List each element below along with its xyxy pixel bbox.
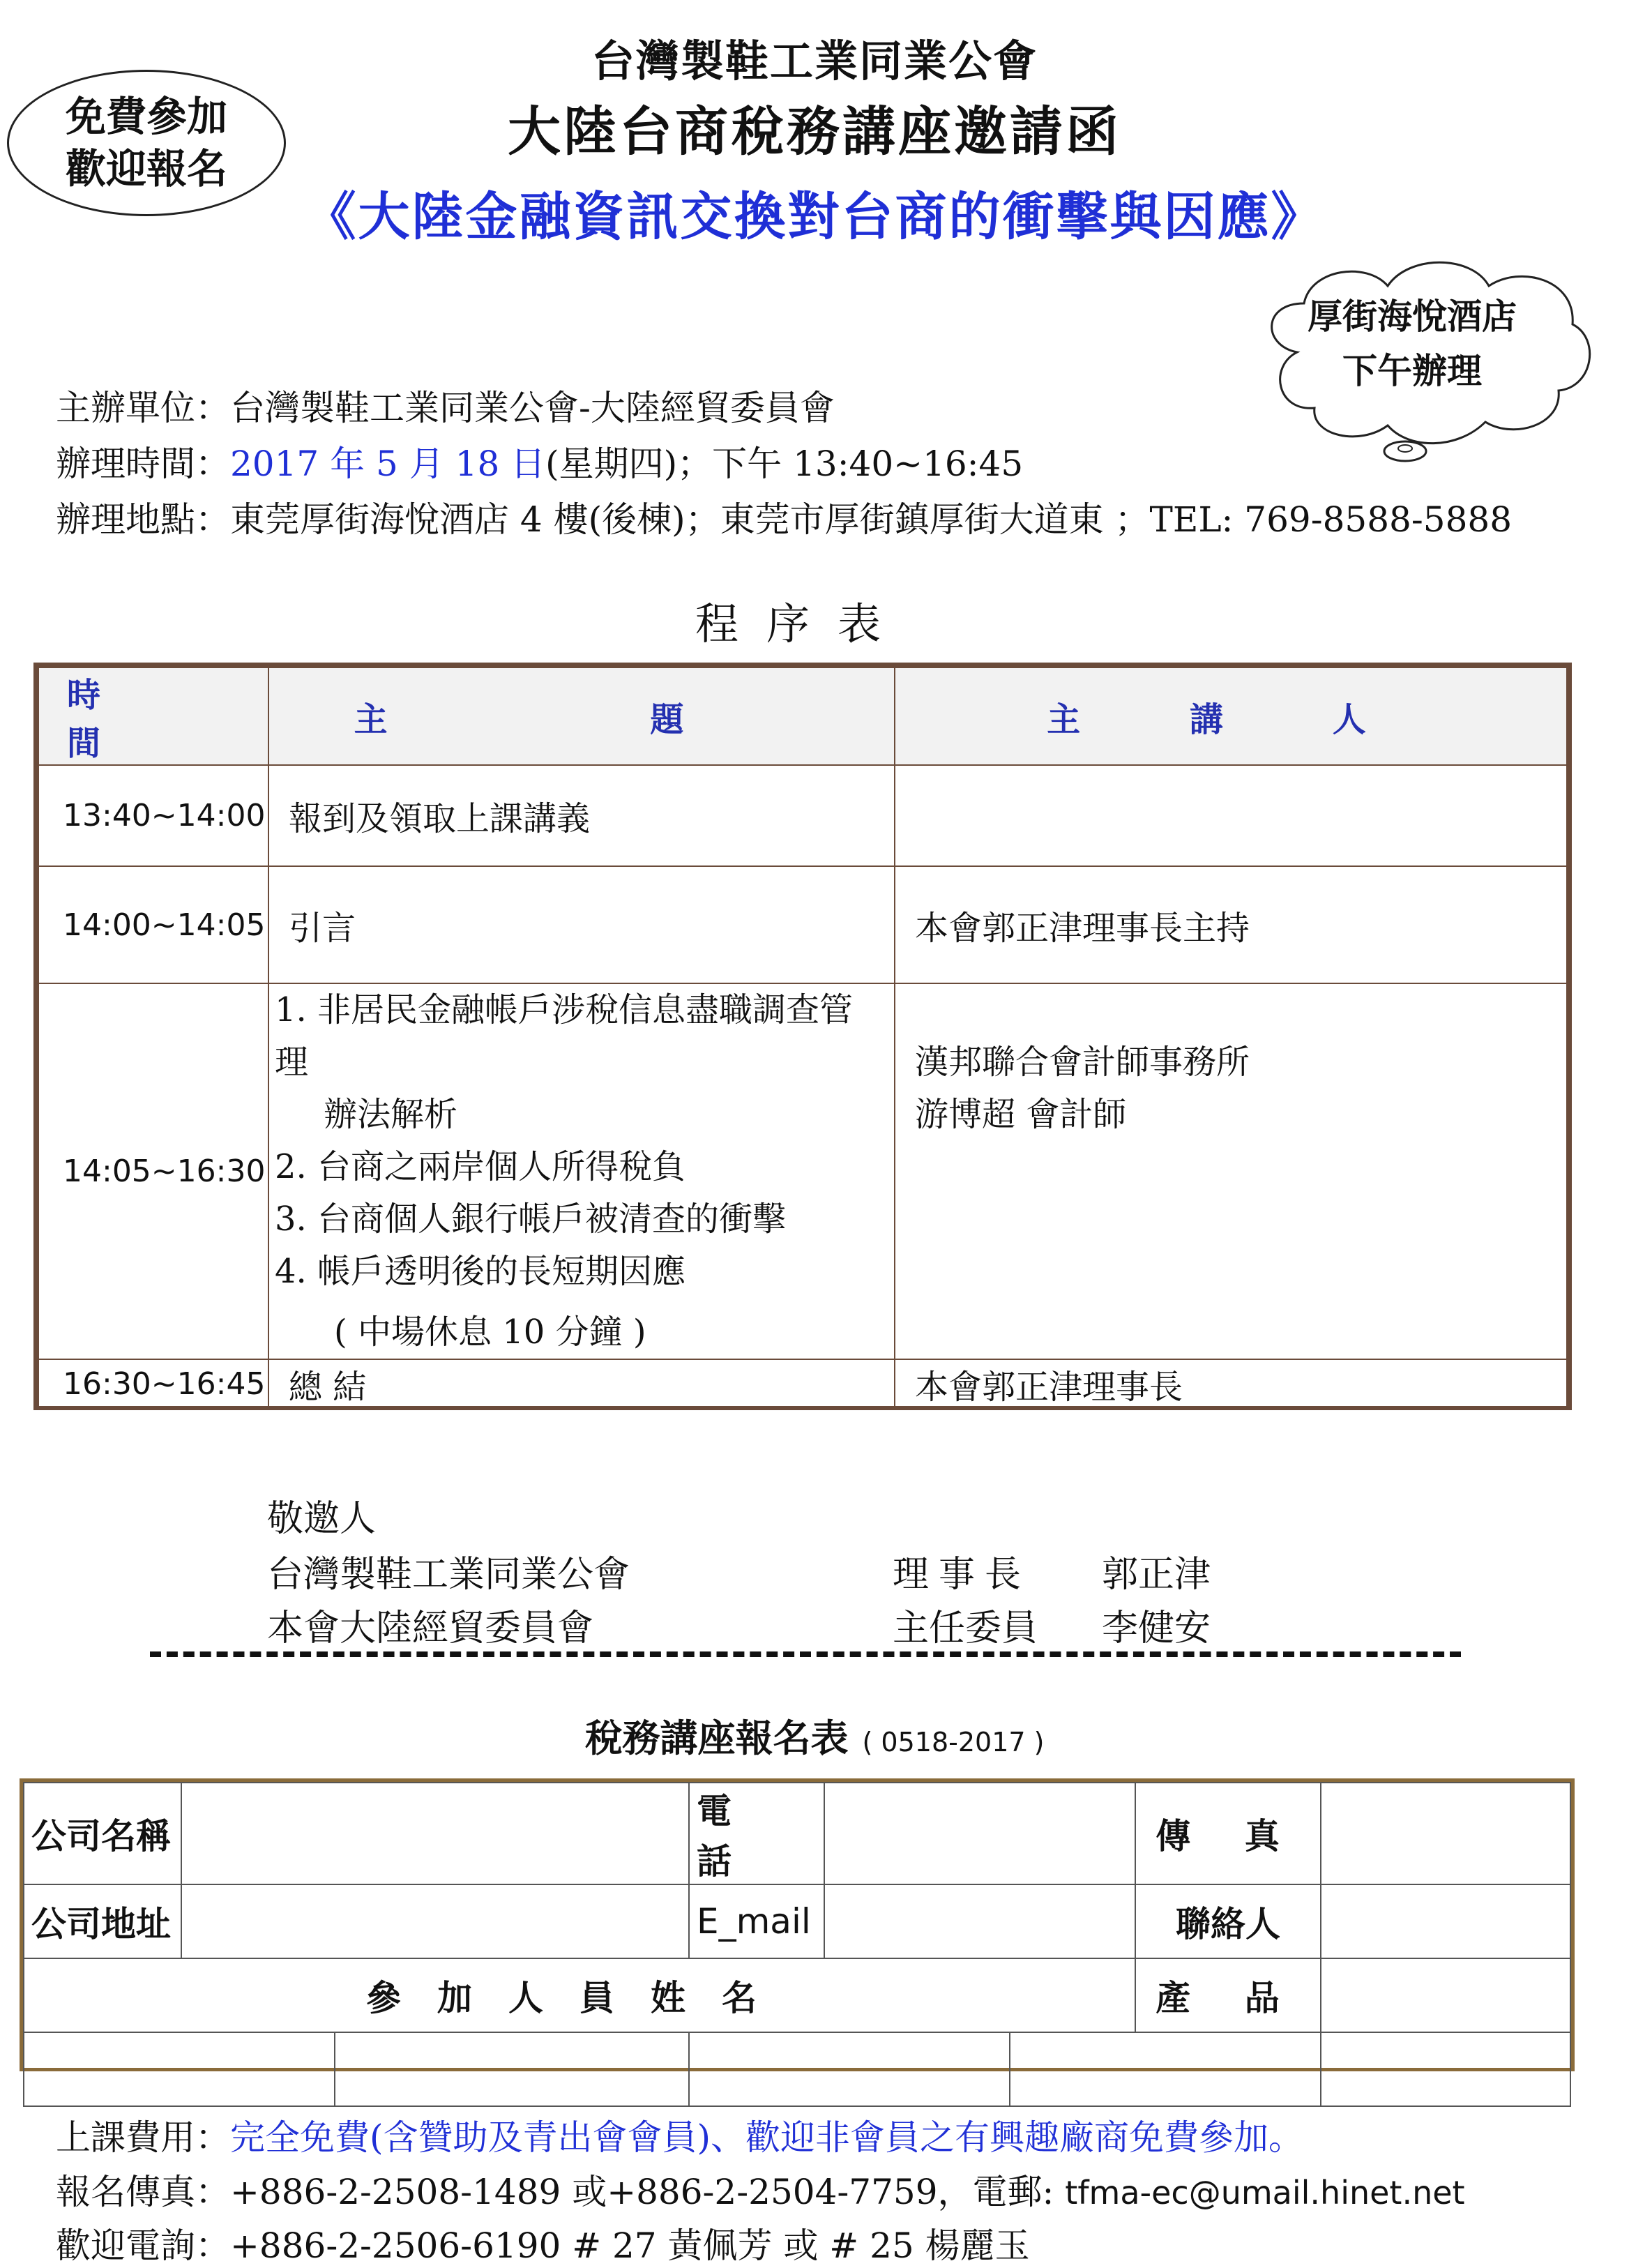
row-time: 16:30~16:45 [38, 1359, 268, 1409]
form-row [24, 1884, 1570, 1958]
form-row [24, 2032, 1570, 2106]
row-time: 14:05~16:30 [38, 983, 268, 1359]
seminar-topic: 《大陸金融資訊交換對台商的衝擊與因應》 [304, 187, 1325, 247]
row-speaker [895, 765, 1567, 866]
host-info [56, 380, 835, 430]
registration-code: ( 0518-2017 ) [862, 1727, 1045, 1757]
place-value: 東莞厚街海悅酒店 4 樓(後棟)；東莞市厚街鎮厚街大道東 ；TEL: 769-8588-5888 [230, 499, 1513, 540]
participants-label: 參加人員姓名 [24, 1958, 1135, 2032]
time-label: 辦理時間： [56, 444, 230, 484]
email-label: E_mail [689, 1884, 824, 1958]
inviter-role-1: 理事長 [893, 1554, 1031, 1596]
fee-value: 完全免費(含贊助及青出會會員)、歡迎非會員之有興趣廠商免費參加。 [230, 2117, 1304, 2158]
host-value: 台灣製鞋工業同業公會-大陸經貿委員會 [230, 388, 835, 428]
contact-email-link[interactable]: tfma-ec@umail.hinet.net [1065, 2174, 1465, 2212]
time-info [56, 436, 1023, 486]
participant-field-5[interactable] [1321, 2032, 1570, 2106]
company-address-field[interactable] [181, 1884, 689, 1958]
place-label: 辦理地點： [56, 499, 230, 540]
company-name-label: 公司名稱 [24, 1783, 181, 1884]
participant-field-4[interactable] [1010, 2032, 1321, 2106]
badge-line-1: 免費參加 [65, 92, 227, 140]
participant-field-3[interactable] [689, 2032, 1010, 2106]
contact-field[interactable] [1321, 1884, 1570, 1958]
product-field[interactable] [1321, 1958, 1570, 2032]
registration-title-text: 稅務講座報名表 [584, 1716, 849, 1760]
fee-info [56, 2110, 1303, 2160]
company-address-label: 公司地址 [24, 1884, 181, 1958]
venue-cloud-text [1248, 289, 1576, 398]
event-date: 2017 年 5 月 18 日 [230, 444, 546, 484]
phone-label: 電 話 [689, 1783, 824, 1884]
phone-field[interactable] [824, 1783, 1135, 1884]
free-admission-badge [7, 70, 286, 216]
row-speaker: 本會郭正津理事長 [895, 1359, 1567, 1409]
row-topic: 總 結 [268, 1359, 895, 1409]
badge-line-2: 歡迎報名 [65, 145, 227, 192]
form-row [24, 1958, 1570, 2032]
topic-item: 4. 帳戶透明後的長短期因應 [275, 1252, 686, 1291]
speaker-name: 游博超 會計師 [915, 1095, 1127, 1134]
row-topic: 報到及領取上課講義 [268, 765, 895, 866]
cloud-line-1: 厚街海悅酒店 [1308, 296, 1517, 337]
organization-title: 台灣製鞋工業同業公會 [591, 36, 1038, 86]
place-info [56, 492, 1512, 542]
invitation-title: 大陸台商稅務講座邀請函 [508, 100, 1121, 162]
header-speaker: 主 講 人 [895, 667, 1567, 765]
fax-field[interactable] [1321, 1783, 1570, 1884]
phone-label: 歡迎電詢： [56, 2225, 230, 2266]
topic-item: 2. 台商之兩岸個人所得稅負 [275, 1147, 686, 1186]
fax-line-label: 報名傳真： [56, 2172, 230, 2212]
host-label: 主辦單位： [56, 388, 230, 428]
speaker-firm: 漢邦聯合會計師事務所 [915, 1043, 1250, 1082]
registration-fax-info [56, 2164, 1465, 2214]
participant-field-2[interactable] [335, 2032, 689, 2106]
table-row [38, 765, 1567, 866]
schedule-header-row [38, 667, 1567, 765]
topic-item: 1. 非居民金融帳戶涉稅信息盡職調查管理 [275, 990, 854, 1082]
inviter-role-2: 主任委員 [893, 1608, 1038, 1649]
email-field[interactable] [824, 1884, 1135, 1958]
company-name-field[interactable] [181, 1783, 689, 1884]
registration-title [0, 1709, 1629, 1762]
topic-item: 辦法解析 [324, 1095, 458, 1134]
row-speaker: 本會郭正津理事長主持 [895, 866, 1567, 983]
event-weekday: (星期四)； [545, 444, 713, 484]
form-row [24, 1783, 1570, 1884]
fax-line-value: +886-2-2508-1489 或+886-2-2504-7759，電郵: [230, 2172, 1054, 2212]
row-topic: 引言 [268, 866, 895, 983]
row-speaker [895, 983, 1567, 1359]
inviter-org-1: 台灣製鞋工業同業公會 [267, 1554, 630, 1596]
phone-value: +886-2-2506-6190 # 27 黃佩芳 或 # 25 楊麗玉 [230, 2225, 1030, 2266]
inviter-name-2: 李健安 [1102, 1608, 1211, 1649]
table-row [38, 1359, 1567, 1409]
row-topic-list [268, 983, 895, 1359]
contact-label: 聯絡人 [1135, 1884, 1321, 1958]
fee-label: 上課費用： [56, 2117, 230, 2158]
break-note: ( 中場休息 10 分鐘 ) [334, 1313, 646, 1352]
table-row [38, 983, 1567, 1359]
phone-inquiry-info [56, 2218, 1030, 2268]
inviter-name-1: 郭正津 [1102, 1554, 1211, 1596]
header-topic: 主 題 [268, 667, 895, 765]
event-time: 下午 13:40~16:45 [712, 444, 1024, 484]
row-time: 14:00~14:05 [38, 866, 268, 983]
header-time: 時 間 [38, 667, 268, 765]
inviter-org-2: 本會大陸經貿委員會 [267, 1608, 594, 1649]
product-label: 產 品 [1135, 1958, 1321, 2032]
cut-line-divider [150, 1651, 1461, 1657]
schedule-table [33, 663, 1572, 1410]
inviter-label: 敬邀人 [267, 1498, 377, 1540]
registration-form [20, 1778, 1575, 2071]
topic-item: 3. 台商個人銀行帳戶被清查的衝擊 [275, 1200, 787, 1239]
participant-field-1[interactable] [24, 2032, 335, 2106]
table-row [38, 866, 1567, 983]
fax-label: 傳 真 [1135, 1783, 1321, 1884]
row-time: 13:40~14:00 [38, 765, 268, 866]
cloud-line-2: 下午辦理 [1342, 349, 1482, 391]
schedule-title: 程序表 [695, 598, 909, 649]
